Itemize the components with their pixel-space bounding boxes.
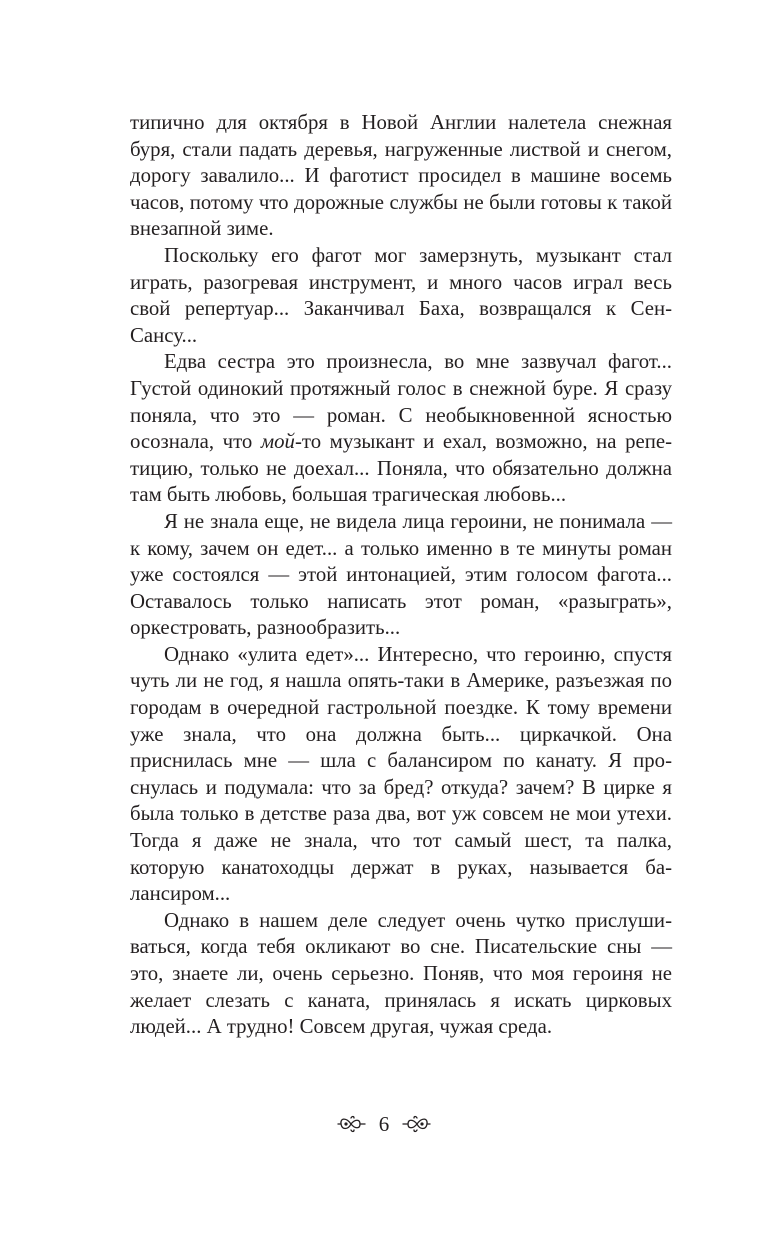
paragraph-2: Поскольку его фагот мог замерзнуть, музыкант стал играть, разогревая инструмент, и много часов играл весь свой репертуар... Заканчивал Баха, возвращался к Сен-Сансу... bbox=[130, 243, 672, 347]
fleuron-ornament-left-icon bbox=[337, 1113, 367, 1135]
paragraph-3 bbox=[130, 349, 672, 509]
page-number: 6 bbox=[378, 1112, 390, 1136]
paragraph-6: Однако в нашем деле следует очень чутко прислушиваться, когда тебя окликают во сне. Писательские сны — это, знаете ли, очень серьезно. Поняв, что моя героиня не желает слезать с каната, принялась я искать цирковых людей... А трудно! Совсем другая, чужая среда. bbox=[130, 908, 672, 1039]
paragraph-4: Я не знала еще, не видела лица героини, не понимала — к кому, зачем он едет... а только именно в те минуты роман уже состоялся — этой интонацией, этим голосом фагота... Оставалось только написать этот роман, «разыграть», оркестровать, разнообразить... bbox=[130, 509, 672, 640]
paragraph-3-text-start: Едва сестра это произнесла, во мне зазвучал фагот... Густой одинокий протяжный голос в снежной буре. Я сразу поняла, что это — роман. С необыкновенной ясностью осознала, что bbox=[130, 350, 672, 454]
page-body bbox=[130, 110, 672, 1041]
italic-emphasis: мой bbox=[260, 430, 295, 454]
page-footer bbox=[0, 1112, 768, 1136]
paragraph-1: типично для октября в Новой Англии налетела снежная буря, стали падать деревья, нагруженные листвой и снегом, дорогу завалило... И фаготист просидел в машине восемь часов, потому что дорожные службы не были готовы к такой внезапной зиме. bbox=[130, 111, 672, 241]
fleuron-ornament-right-icon bbox=[401, 1113, 431, 1135]
paragraph-3-text-end: -то музыкант и ехал, возможно, на репетицию, только не доехал... Поняла, что обязательно должна там быть любовь, большая трагическая любовь... bbox=[130, 430, 672, 507]
paragraph-5: Однако «улита едет»... Интересно, что героиню, спустя чуть ли не год, я нашла опять-таки в Америке, разъезжая по городам в очередной гастрольной поездке. К тому времени уже знала, что она должна быть... циркачкой. Она приснилась мне — шла с балансиром по канату. Я проснулась и подумала: что за бред? откуда? зачем? В цирке я была только в детстве раза два, вот уж совсем не мои утехи. Тогда я даже не знала, что тот самый шест, та палка, которую канатоходцы держат в руках, называется балансиром... bbox=[130, 642, 672, 906]
